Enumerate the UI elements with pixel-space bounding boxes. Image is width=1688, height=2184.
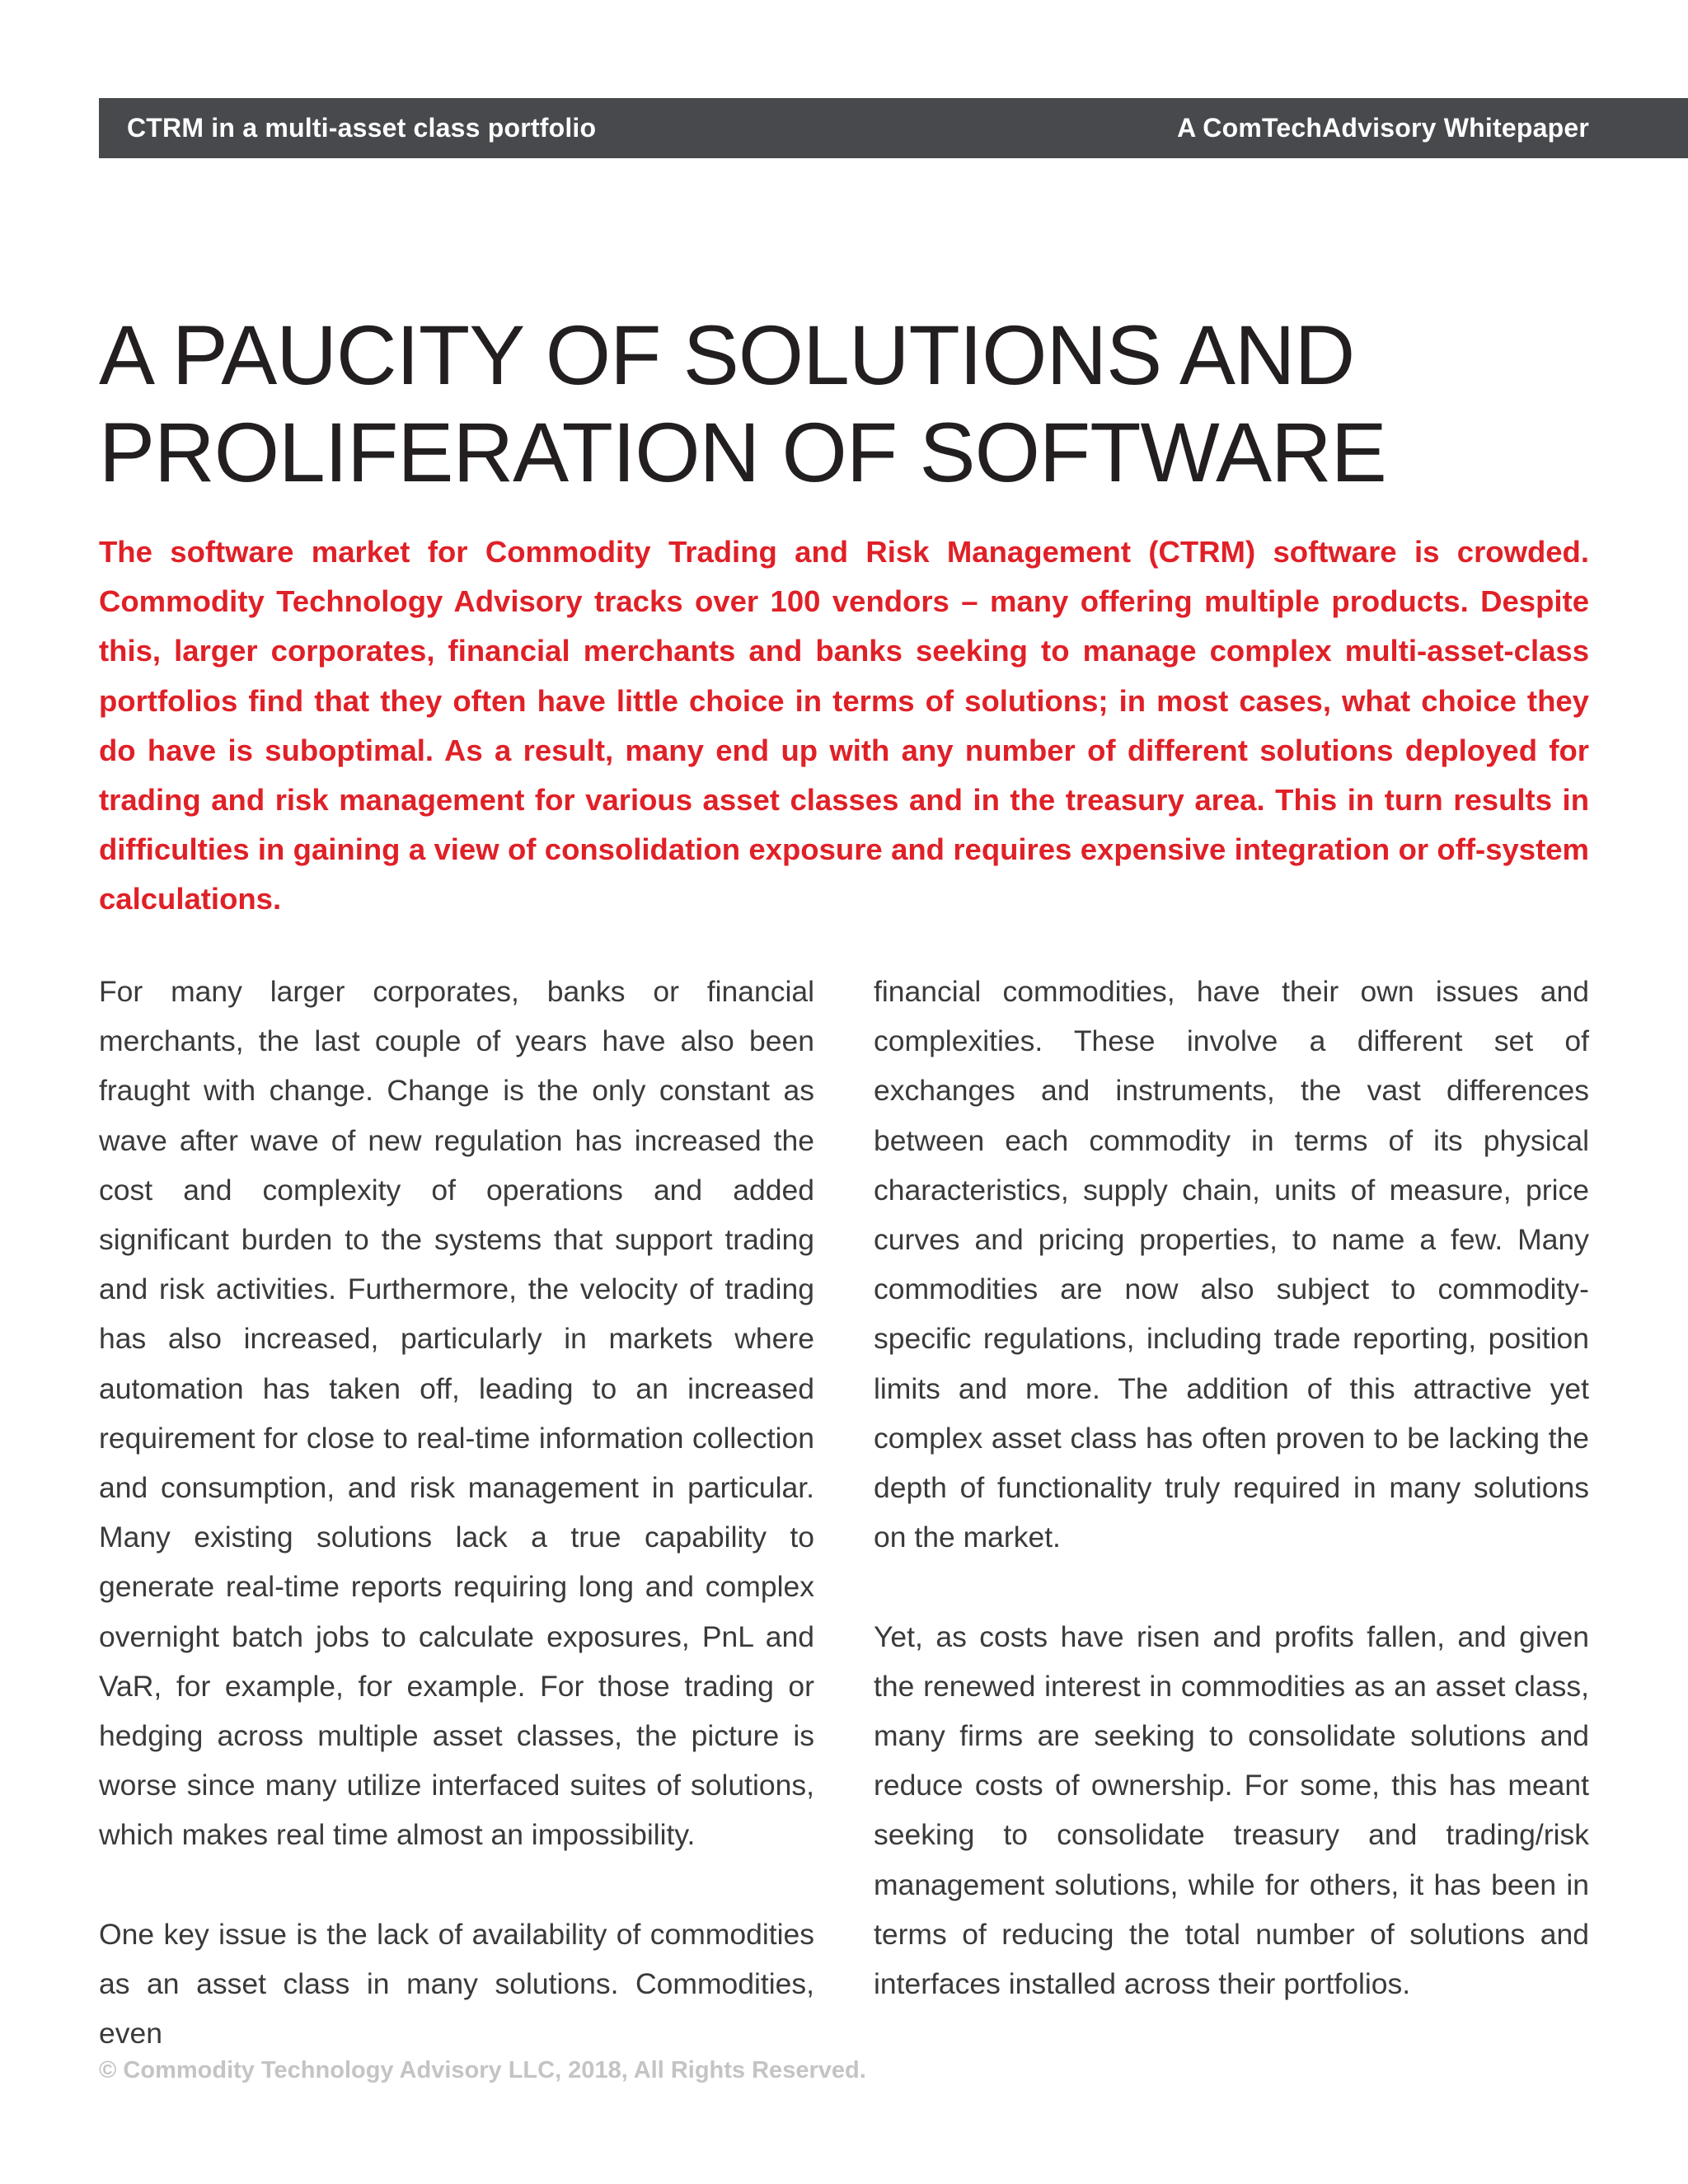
page-title-line-1: A PAUCITY OF SOLUTIONS AND — [99, 308, 1355, 402]
body-column-left — [99, 967, 814, 2108]
body-column-right — [874, 967, 1589, 2058]
page-title — [99, 307, 1599, 501]
lead-paragraph: The software market for Commodity Trading and Risk Management (CTRM) software is crowded. Commodity Technology Advisory tracks over 100 vendors – many offering multiple products. Despite this, larger corporates, financial merchants and banks seeking to manage complex multi-asset-class portfolios find that they often have little choice in terms of solutions; in most cases, what choice they do have is suboptimal. As a result, many end up with any number of different solutions deployed for trading and risk management for various asset classes and in the treasury area. This in turn results in difficulties in gaining a view of consolidation exposure and requires expensive integration or off-system calculations. — [99, 535, 1589, 916]
page-title-line-2: PROLIFERATION OF SOFTWARE — [99, 405, 1386, 499]
header-section-title: CTRM in a multi-asset class portfolio — [127, 113, 597, 143]
body-paragraph: One key issue is the lack of availability of commodities as an asset class in many solutions. Commodities, even — [99, 1917, 814, 2050]
body-paragraph: For many larger corporates, banks or financial merchants, the last couple of years have also been fraught with change. Change is the only constant as wave after wave of new regulation has increased the cost and complexity of operations and added significant burden to the systems that support trading and risk activities. Furthermore, the velocity of trading has also increased, particularly in markets where automation has taken off, leading to an increased requirement for close to real-time information collection and consumption, and risk management in particular. Many existing solutions lack a true capability to generate real-time reports requiring long and complex overnight batch jobs to calculate exposures, PnL and VaR, for example, for example. For those trading or hedging across multiple asset classes, the picture is worse since many utilize interfaced suites of solutions, which makes real time almost an impossibility. — [99, 975, 814, 1852]
copyright-footer: © Commodity Technology Advisory LLC, 2018, All Rights Reserved. — [99, 2057, 866, 2083]
header-publication-name: A ComTechAdvisory Whitepaper — [1177, 113, 1589, 143]
body-paragraph: Yet, as costs have risen and profits fallen, and given the renewed interest in commodities as an asset class, many firms are seeking to consolidate solutions and reduce costs of ownership. For some, this has meant seeking to consolidate treasury and trading/risk management solutions, while for others, it has been in terms of reducing the total number of solutions and interfaces installed across their portfolios. — [874, 1619, 1589, 2001]
header-bar — [99, 98, 1688, 158]
body-paragraph: financial commodities, have their own issues and complexities. These involve a different set of exchanges and instruments, the vast differences between each commodity in terms of its physical characteristics, supply chain, units of measure, price curves and pricing properties, to name a few. Many commodities are now also subject to commodity-specific regulations, including trade reporting, position limits and more. The addition of this attractive yet complex asset class has often proven to be lacking the depth of functionality truly required in many solutions on the market. — [874, 975, 1589, 1554]
